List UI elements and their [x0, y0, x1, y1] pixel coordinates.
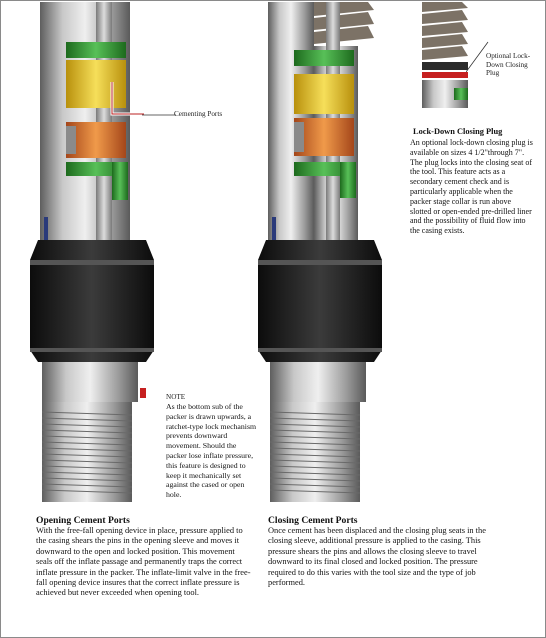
opening-tool-illustration — [28, 2, 168, 502]
optional-lockdown-plug-label: Optional Lock-Down Closing Plug — [486, 52, 531, 78]
cementing-ports-leader — [142, 112, 178, 118]
note-title: NOTE — [166, 393, 186, 401]
closing-tool-illustration — [256, 2, 396, 502]
opening-body: With the free-fall opening device in place, pressure applied to the casing shears the pins in the opening sleeve and moves it downward to the open and locked position. This movement seals off the inflate passage and permanently traps the correct inflate pressure in the packer. The inflate-limit valve in the free-fall opening device insures that the correct inflate pressure is achieved but never exceeded when opening tool. — [36, 526, 251, 598]
closing-body: Once cement has been displaced and the closing plug seats in the closing sleeve, additional pressure is applied to the casing. This pressure shears the pins and allows the closing sleeve to travel downward to its final closed and locked position. The pressure required to do this varies with the tool size and the type of job performed. — [268, 526, 486, 588]
cementing-ports-label: Cementing Ports — [174, 110, 223, 118]
closing-heading: Closing Cement Ports — [268, 515, 358, 526]
note-body: As the bottom sub of the packer is drawn upwards, a ratchet-type lock mechanism prevents downward movement. Should the packer lose inflate pressure, this feature is designed to keep it mechanically set against the cased or open hole. — [166, 402, 257, 500]
lockdown-body: An optional lock-down closing plug is available on sizes 4 1/2"through 7". The plug locks into the closing seat of the tool. This feature acts as a secondary cement check and is particularly applicable when the packer stage collar is run above slotted or open-ended pre-drilled liner and the possibility of fluid flow into the casing exists. — [410, 138, 533, 236]
opening-heading: Opening Cement Ports — [36, 515, 130, 526]
lockdown-heading: Lock-Down Closing Plug — [413, 127, 503, 136]
